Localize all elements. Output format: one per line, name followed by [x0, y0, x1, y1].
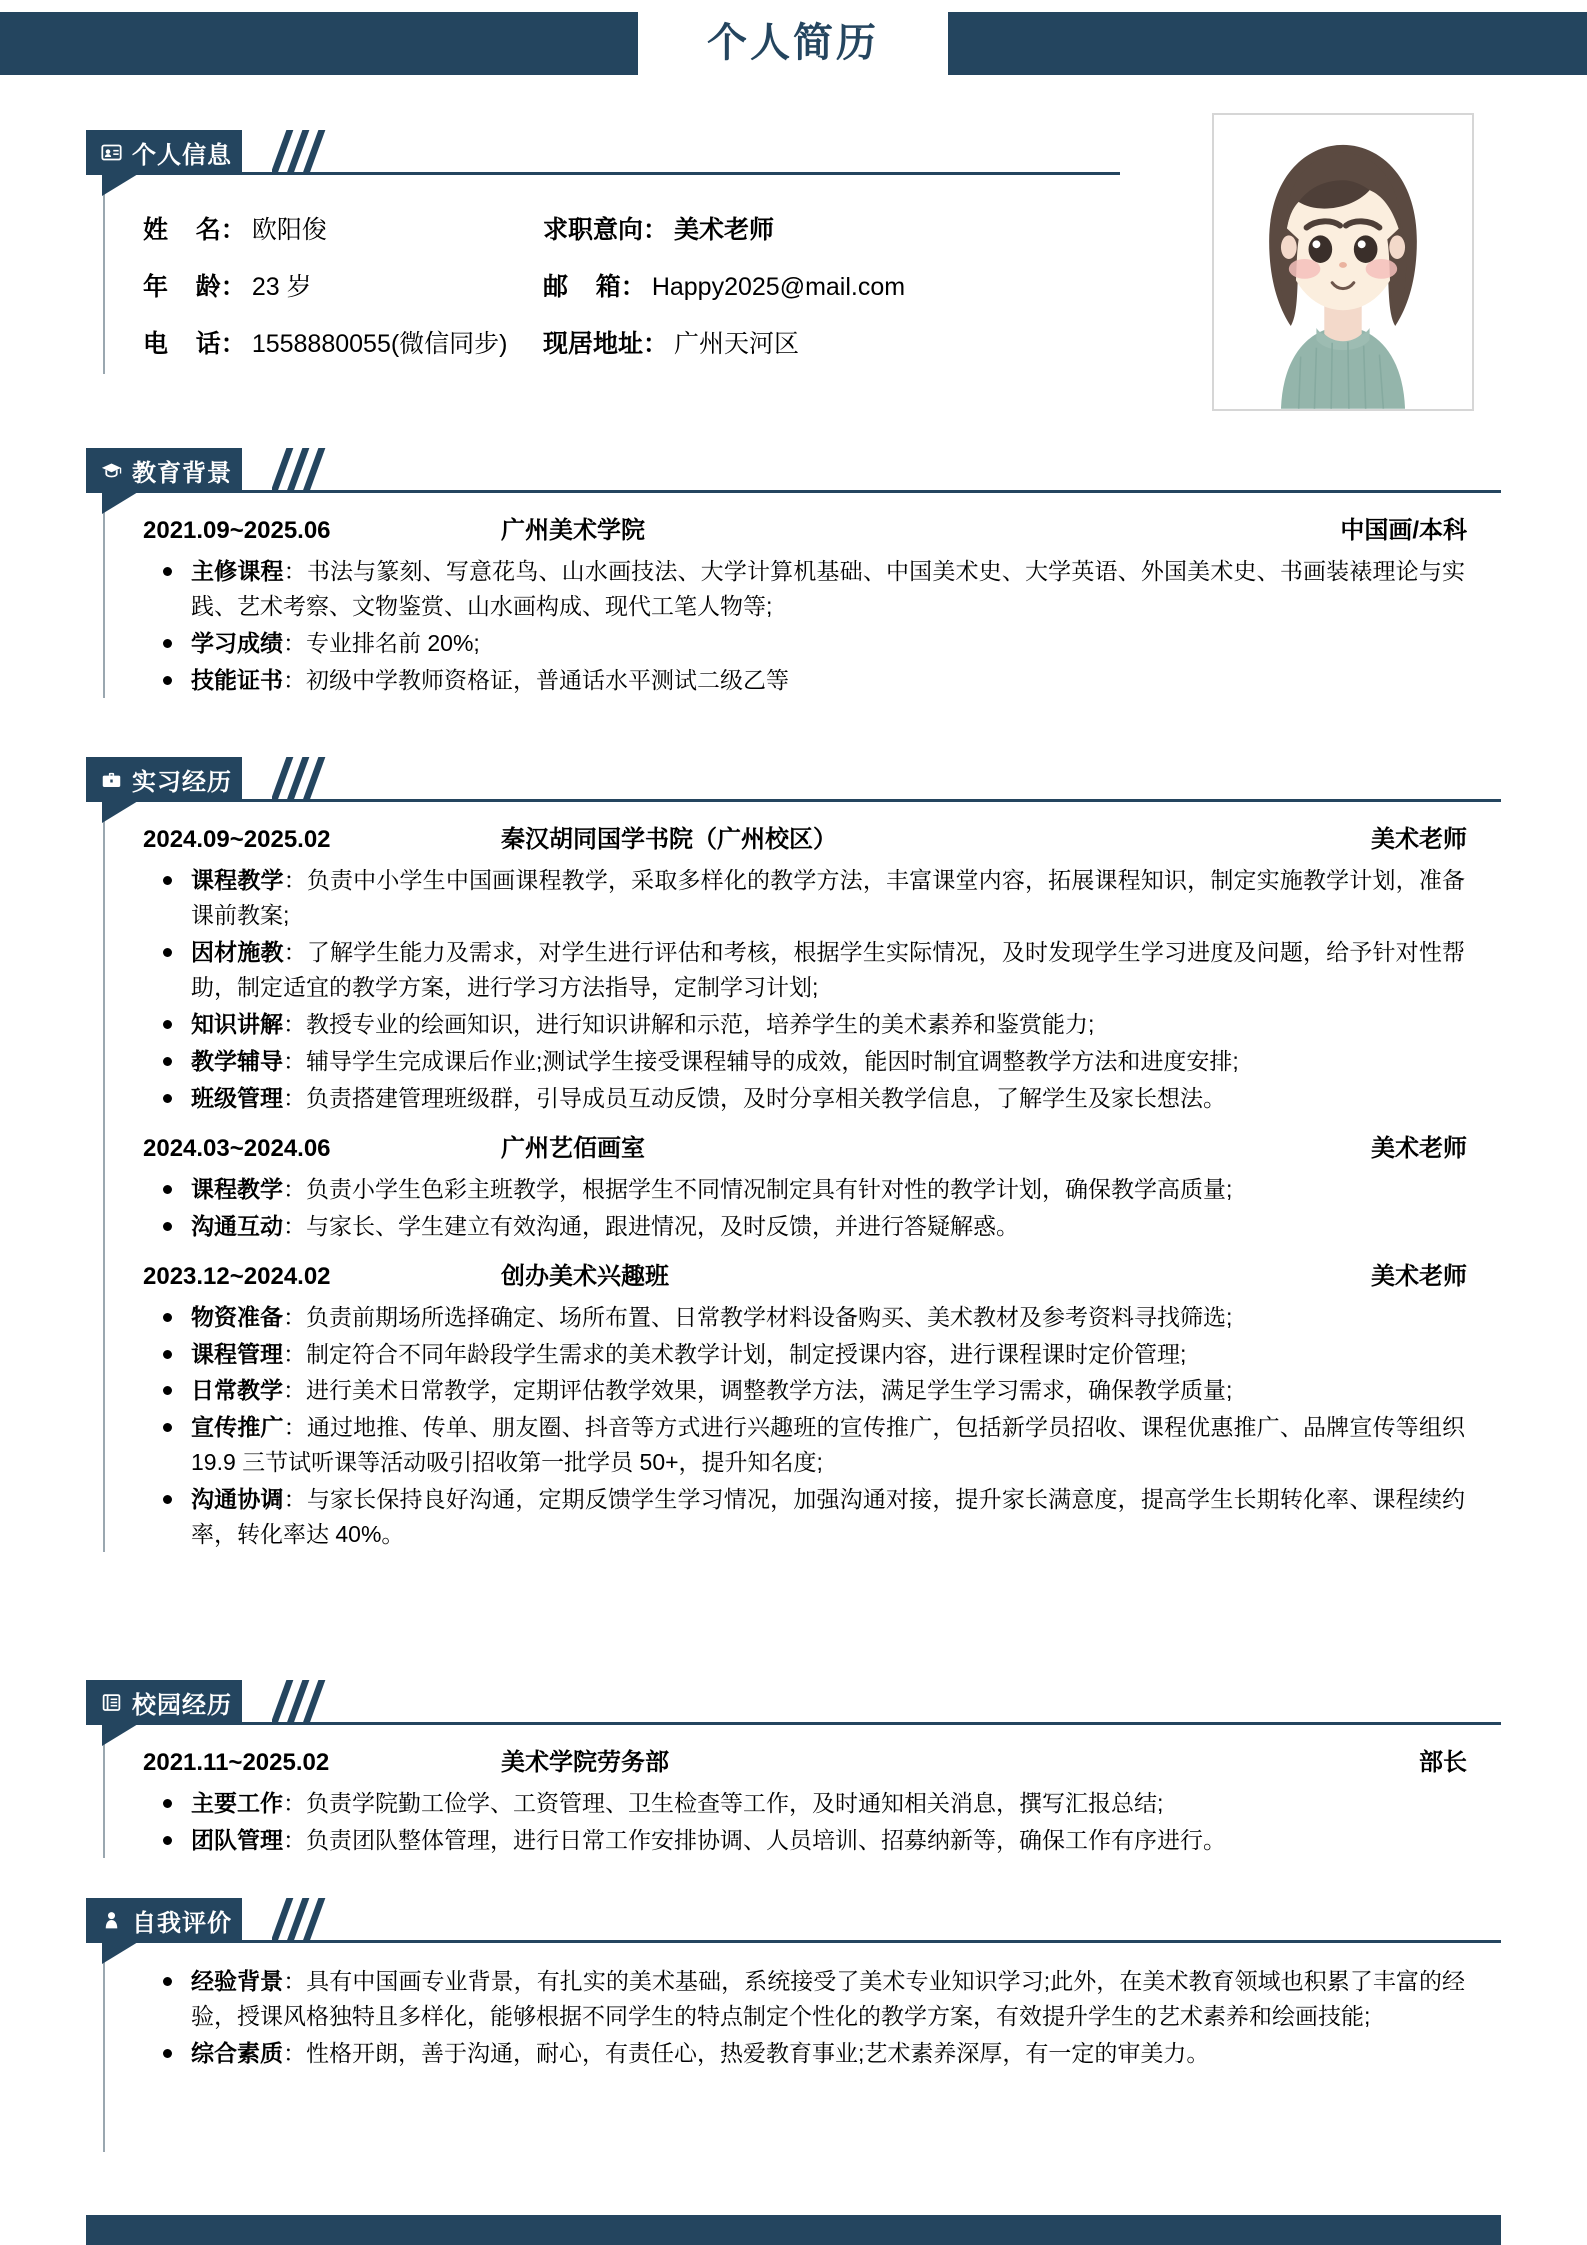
section-internship [86, 757, 1501, 1564]
list-item [143, 2036, 1501, 2071]
bullet-text: ：性格开朗，善于沟通，耐心，有责任心，热爱教育事业;艺术素养深厚，有一定的审美力。 [283, 2039, 1210, 2066]
section-title: 自我评价 [132, 1909, 232, 1937]
section-title: 实习经历 [132, 768, 232, 796]
entry-role: 部长 [1419, 1749, 1467, 1776]
entry-date: 2024.09~2025.02 [143, 826, 331, 853]
footer-bar [86, 2215, 1501, 2245]
list-item [143, 1964, 1501, 2034]
bullet-text: ：制定符合不同年龄段学生需求的美术教学计划，制定授课内容，进行课程课时定价管理; [283, 1340, 1187, 1367]
field-email: 邮 箱 ： Happy2025@mail.com [543, 267, 1186, 303]
bullet-key: 日常教学 [191, 1377, 283, 1404]
entry-role: 美术老师 [1371, 1262, 1467, 1290]
list-item [143, 1786, 1501, 1821]
field-value: Happy2025@mail.com [651, 273, 906, 301]
section-header [86, 1680, 1501, 1724]
document-title-bar [0, 12, 1587, 75]
section-body [103, 174, 1186, 374]
bullet-key: 技能证书 [191, 666, 283, 693]
field-label: 邮 箱 [543, 273, 621, 301]
section-body [103, 1724, 1501, 1858]
field-label: 现居地址 [543, 330, 644, 358]
bullet-key: 物资准备 [191, 1303, 283, 1330]
section-stripes [272, 1898, 338, 1942]
bullet-key: 教学辅导 [191, 1047, 283, 1074]
field-job-objective: 求职意向 ： 美术老师 [543, 210, 1186, 246]
bullet-text: ：负责团队整体管理，进行日常工作安排协调、人员培训、招募纳新等，确保工作有序进行。 [283, 1826, 1226, 1853]
education-entry [143, 510, 1501, 698]
field-label: 年 龄 [143, 273, 221, 301]
bullet-list [143, 1964, 1501, 2071]
section-title: 个人信息 [132, 141, 232, 169]
section-title: 教育背景 [132, 459, 232, 487]
list-item [143, 554, 1501, 624]
entry-organization: 秦汉胡同国学书院（广州校区） [501, 826, 837, 853]
list-item [143, 1081, 1501, 1116]
bullet-key: 团队管理 [191, 1826, 283, 1853]
campus-entry [143, 1742, 1501, 1858]
section-ribbon [86, 130, 242, 174]
section-tab [102, 492, 138, 514]
list-item [143, 1410, 1501, 1480]
section-personal-info [86, 130, 1186, 374]
section-body [103, 801, 1501, 1552]
bullet-text: ：教授专业的绘画知识，进行知识讲解和示范，培养学生的美术素养和鉴赏能力; [283, 1010, 1095, 1037]
section-tab [102, 1724, 138, 1746]
section-header [86, 130, 1186, 174]
bullet-text: ：负责搭建管理班级群，引导成员互动反馈，及时分享相关教学信息，了解学生及家长想法。 [283, 1084, 1226, 1111]
graduation-cap-icon [100, 459, 123, 482]
entry-date: 2024.03~2024.06 [143, 1134, 331, 1162]
bullet-text: ：与家长保持良好沟通，定期反馈学生学习情况，加强沟通对接，提升家长满意度，提高学生长期转化率、课程续约率，转化率达 40%。 [191, 1486, 1466, 1548]
list-item [143, 935, 1501, 1005]
section-ribbon [86, 1680, 242, 1724]
field-label: 姓 名 [143, 216, 221, 244]
field-label: 求职意向 [543, 216, 644, 244]
internship-entry [143, 819, 1501, 1116]
entry-organization: 广州美术学院 [501, 517, 645, 544]
field-value: 广州天河区 [674, 330, 800, 358]
entry-role: 美术老师 [1371, 1134, 1467, 1162]
list-item [143, 626, 1501, 661]
avatar [1212, 113, 1474, 411]
section-tab [102, 1942, 138, 1964]
field-value: 23 岁 [251, 273, 312, 301]
list-item [143, 1172, 1501, 1207]
bullet-key: 知识讲解 [191, 1010, 283, 1037]
section-stripes [272, 448, 338, 492]
section-stripes [272, 130, 338, 174]
bullet-text: ：负责小学生色彩主班教学，根据学生不同情况制定具有针对性的教学计划，确保教学高质量; [283, 1175, 1233, 1202]
bullet-text: ：负责学院勤工俭学、工资管理、卫生检查等工作，及时通知相关消息，撰写汇报总结; [283, 1790, 1164, 1816]
section-tab [102, 174, 138, 196]
briefcase-icon [100, 768, 123, 791]
entry-date: 2021.09~2025.06 [143, 517, 331, 544]
bullet-key: 课程教学 [191, 867, 284, 893]
section-campus [86, 1680, 1501, 1870]
bullet-key: 经验背景 [191, 1968, 284, 1994]
field-value: 美术老师 [674, 216, 775, 244]
bullet-text: ：具有中国画专业背景，有扎实的美术基础，系统接受了美术专业知识学习;此外，在美术教育领域也积累了丰富的经验，授课风格独特且多样化，能够根据不同学生的特点制定个性化的教学方案，有效提升学生的艺术素养和绘画技能; [191, 1968, 1466, 2029]
entry-role: 中国画/本科 [1340, 517, 1467, 544]
section-tab [102, 801, 138, 823]
list-item [143, 1007, 1501, 1042]
bullet-list [143, 1300, 1501, 1553]
list-item [143, 1209, 1501, 1244]
internship-entry [143, 1256, 1501, 1553]
list-item [143, 1482, 1501, 1552]
entry-organization: 美术学院劳务部 [501, 1749, 669, 1776]
entry-role: 美术老师 [1371, 826, 1467, 853]
bullet-key: 班级管理 [191, 1084, 283, 1111]
entry-header [143, 1128, 1501, 1163]
bullet-text: ：书法与篆刻、写意花鸟、山水画技法、大学计算机基础、中国美术史、大学英语、外国美术史、书画装裱理论与实践、艺术考察、文物鉴赏、山水画构成、现代工笔人物等; [191, 558, 1466, 619]
bullet-text: ：负责前期场所选择确定、场所布置、日常教学材料设备购买、美术教材及参考资料寻找筛选; [283, 1303, 1233, 1330]
list-item [143, 863, 1501, 933]
section-stripes [272, 757, 338, 801]
bullet-key: 沟通协调 [191, 1486, 284, 1513]
field-label: 电 话 [143, 330, 221, 358]
bullet-key: 主要工作 [191, 1790, 283, 1816]
section-header [86, 1898, 1501, 1942]
section-ribbon [86, 448, 242, 492]
entry-header [143, 1742, 1501, 1777]
section-header [86, 757, 1501, 801]
internship-entry [143, 1128, 1501, 1244]
bullet-key: 宣传推广 [191, 1414, 284, 1441]
section-education [86, 448, 1501, 710]
field-address: 现居地址 ： 广州天河区 [543, 324, 1186, 360]
entry-date: 2021.11~2025.02 [143, 1749, 330, 1776]
bullet-text: ：了解学生能力及需求，对学生进行评估和考核，根据学生实际情况，及时发现学生学习进度及问题，给予针对性帮助，制定适宜的教学方案，进行学习方法指导，定制学习计划; [191, 938, 1466, 1000]
entry-organization: 广州艺佰画室 [501, 1134, 645, 1162]
bullet-list [143, 554, 1501, 698]
bullet-text: ：进行美术日常教学，定期评估教学效果，调整教学方法，满足学生学习需求，确保教学质量; [283, 1377, 1233, 1404]
personal-info-grid [143, 188, 1186, 360]
section-ribbon [86, 757, 242, 801]
field-value: 欧阳俊 [251, 216, 327, 244]
list-item [143, 1300, 1501, 1335]
list-item [143, 663, 1501, 698]
section-ribbon [86, 1898, 242, 1942]
entry-header [143, 510, 1501, 545]
bullet-text: ：负责中小学生中国画课程教学，采取多样化的教学方法，丰富课堂内容，拓展课程知识，制定实施教学计划，准备课前教案; [191, 867, 1466, 928]
bullet-text: ：专业排名前 20%; [283, 629, 480, 656]
list-item [143, 1373, 1501, 1408]
bullet-text: ：辅导学生完成课后作业;测试学生接受课程辅导的成效，能因时制宜调整教学方法和进度安排; [283, 1047, 1239, 1074]
section-header [86, 448, 1501, 492]
bullet-key: 课程教学 [191, 1175, 283, 1202]
entry-header [143, 1256, 1501, 1291]
section-self-evaluation [86, 1898, 1501, 2152]
section-body [103, 1942, 1501, 2152]
person-icon [100, 1909, 123, 1932]
section-title: 校园经历 [132, 1691, 232, 1719]
bullet-text: ：与家长、学生建立有效沟通，跟进情况，及时反馈，并进行答疑解惑。 [283, 1212, 1019, 1239]
bullet-text: ：通过地推、传单、朋友圈、抖音等方式进行兴趣班的宣传推广，包括新学员招收、课程优惠推广、品牌宣传等组织 19.9 三节试听课等活动吸引招收第一批学员 50+，提升知名度; [191, 1414, 1466, 1476]
bullet-key: 沟通互动 [191, 1212, 283, 1239]
bullet-key: 课程管理 [191, 1340, 283, 1367]
page-title: 个人简历 [707, 21, 879, 65]
id-card-icon [100, 141, 123, 164]
field-age: 年 龄 ： 23 岁 [143, 267, 543, 303]
list-item [143, 1823, 1501, 1858]
entry-date: 2023.12~2024.02 [143, 1262, 331, 1290]
list-item [143, 1337, 1501, 1372]
list-document-icon [100, 1691, 123, 1714]
entry-header [143, 819, 1501, 854]
bullet-key: 综合素质 [191, 2039, 283, 2066]
bullet-list [143, 863, 1501, 1116]
bullet-list [143, 1786, 1501, 1858]
field-value: 1558880055(微信同步) [251, 330, 508, 358]
field-phone: 电 话 ： 1558880055(微信同步) [143, 324, 543, 360]
entry-organization: 创办美术兴趣班 [501, 1262, 669, 1290]
bullet-key: 学习成绩 [191, 629, 283, 656]
bullet-text: ：初级中学教师资格证，普通话水平测试二级乙等 [283, 666, 789, 693]
avatar-illustration [1214, 115, 1472, 409]
section-body [103, 492, 1501, 698]
bullet-list [143, 1172, 1501, 1244]
section-stripes [272, 1680, 338, 1724]
bullet-key: 主修课程 [191, 558, 284, 584]
bullet-key: 因材施教 [191, 938, 284, 965]
list-item [143, 1044, 1501, 1079]
field-name: 姓 名 ： 欧阳俊 [143, 210, 543, 246]
